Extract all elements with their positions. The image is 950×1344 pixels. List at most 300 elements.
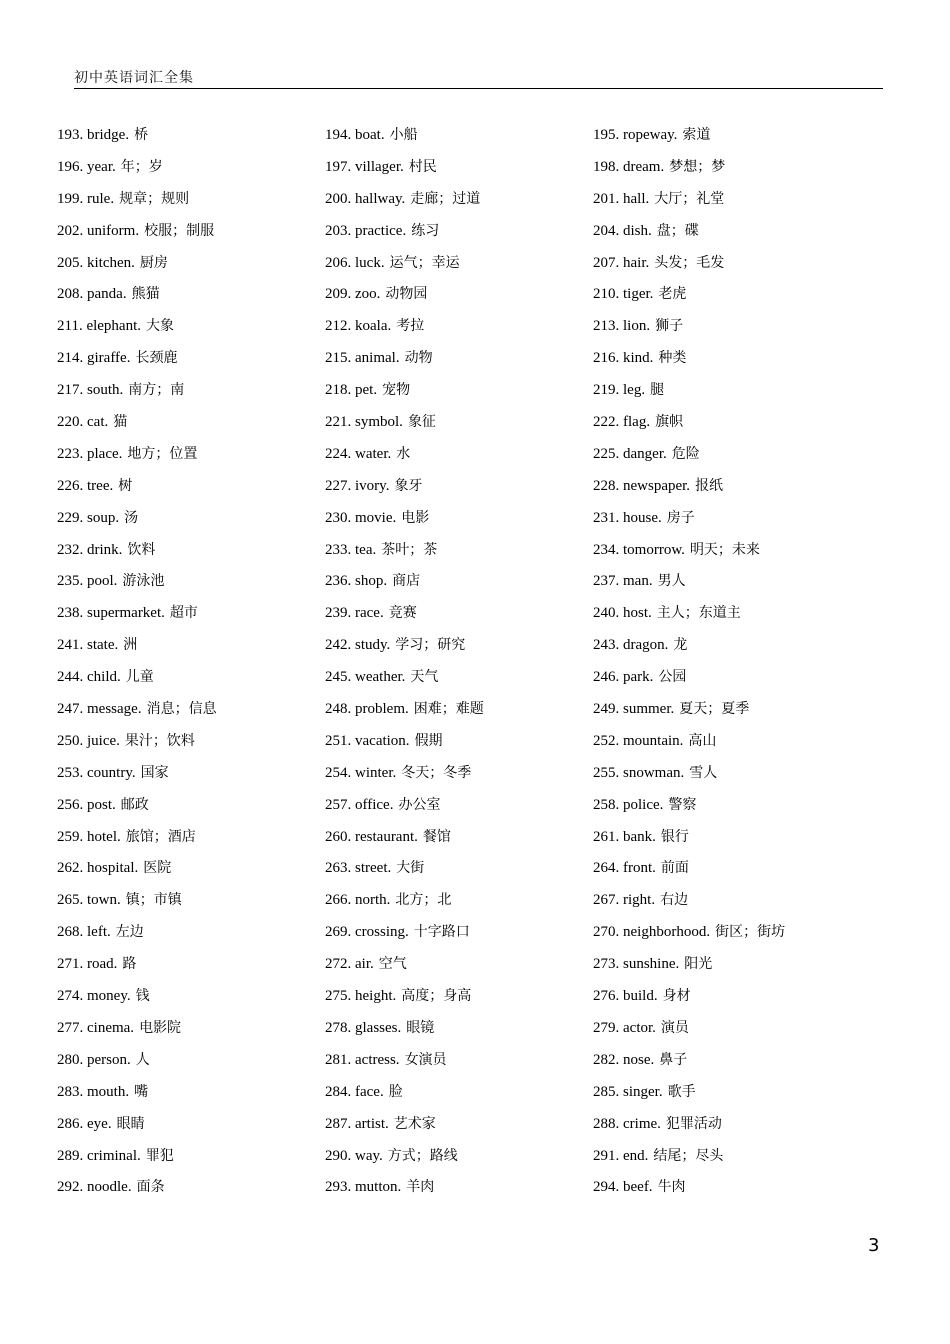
vocab-english: 261. bank. xyxy=(593,828,656,845)
vocab-chinese: 右边 xyxy=(660,892,689,909)
vocab-english: 244. child. xyxy=(57,669,121,686)
vocab-entry xyxy=(57,1013,325,1045)
vocab-chinese: 儿童 xyxy=(125,669,154,686)
vocab-english: 265. town. xyxy=(57,892,121,909)
vocab-chinese: 动物 xyxy=(404,350,433,367)
vocab-chinese: 汤 xyxy=(124,509,139,526)
vocab-english: 228. newspaper. xyxy=(593,477,691,494)
vocab-entry xyxy=(593,1077,877,1109)
vocab-entry xyxy=(593,343,877,375)
vocab-chinese: 罪犯 xyxy=(145,1147,174,1164)
vocab-english: 247. message. xyxy=(57,701,142,718)
vocab-entry xyxy=(57,407,325,439)
vocab-english: 262. hospital. xyxy=(57,860,139,877)
vocab-entry xyxy=(593,917,877,949)
vocab-english: 278. glasses. xyxy=(325,1019,402,1036)
vocab-chinese: 冬天；冬季 xyxy=(401,764,472,781)
vocab-chinese: 象征 xyxy=(407,414,436,431)
vocab-english: 193. bridge. xyxy=(57,127,130,143)
vocab-english: 207. hair. xyxy=(593,254,650,271)
vocab-chinese: 果汁；饮料 xyxy=(124,732,195,749)
vocab-entry xyxy=(57,279,325,311)
vocab-chinese: 国家 xyxy=(140,764,169,781)
vocab-english: 242. study. xyxy=(325,637,391,654)
vocab-entry xyxy=(593,120,877,152)
vocab-english: 291. end. xyxy=(593,1147,649,1164)
vocab-english: 196. year. xyxy=(57,158,116,175)
vocab-entry xyxy=(57,662,325,694)
vocab-english: 268. left. xyxy=(57,924,111,941)
vocab-entry xyxy=(57,917,325,949)
vocab-chinese: 狮子 xyxy=(655,318,684,335)
vocab-chinese: 雪人 xyxy=(689,764,718,781)
vocab-english: 223. place. xyxy=(57,445,123,462)
vocab-english: 269. crossing. xyxy=(325,924,409,941)
vocab-english: 236. shop. xyxy=(325,573,388,590)
vocab-english: 293. mutton. xyxy=(325,1179,402,1196)
vocab-entry xyxy=(593,439,877,471)
vocab-entry xyxy=(593,471,877,503)
vocab-entry xyxy=(325,407,593,439)
vocab-english: 224. water. xyxy=(325,445,392,462)
vocab-entry xyxy=(325,471,593,503)
vocab-chinese: 厨房 xyxy=(139,254,168,271)
vocab-entry xyxy=(57,758,325,790)
vocab-entry xyxy=(57,726,325,758)
vocab-english: 238. supermarket. xyxy=(57,605,165,622)
vocab-english: 249. summer. xyxy=(593,701,675,718)
vocab-entry xyxy=(325,726,593,758)
vocab-chinese: 腿 xyxy=(650,382,665,399)
vocab-english: 248. problem. xyxy=(325,701,409,718)
vocab-english: 199. rule. xyxy=(57,190,115,207)
vocab-entry xyxy=(57,598,325,630)
vocab-chinese: 身材 xyxy=(662,988,691,1005)
vocab-english: 266. north. xyxy=(325,892,391,909)
vocab-entry xyxy=(325,343,593,375)
vocab-english: 211. elephant. xyxy=(57,318,142,335)
vocab-chinese: 危险 xyxy=(671,445,700,462)
vocab-entry xyxy=(57,885,325,917)
vocab-english: 229. soup. xyxy=(57,509,120,526)
vocab-entry xyxy=(57,822,325,854)
vocab-chinese: 警察 xyxy=(668,796,697,813)
vocab-entry xyxy=(325,981,593,1013)
vocab-entry xyxy=(593,758,877,790)
vocab-english: 271. road. xyxy=(57,956,118,973)
vocab-chinese: 十字路口 xyxy=(413,924,470,941)
vocab-english: 264. front. xyxy=(593,860,656,877)
vocab-chinese: 水 xyxy=(396,445,411,462)
vocab-chinese: 北方；北 xyxy=(395,892,452,909)
vocab-english: 227. ivory. xyxy=(325,477,390,494)
vocab-chinese: 龙 xyxy=(673,637,688,654)
vocab-english: 195. ropeway. xyxy=(593,127,678,143)
vocab-english: 218. pet. xyxy=(325,382,378,399)
vocab-entry xyxy=(57,853,325,885)
vocab-entry xyxy=(325,120,593,152)
vocab-chinese: 牛肉 xyxy=(657,1179,686,1196)
vocab-chinese: 假期 xyxy=(414,732,443,749)
vocab-entry xyxy=(325,917,593,949)
vocab-chinese: 犯罪活动 xyxy=(665,1115,722,1132)
vocab-chinese: 南方；南 xyxy=(128,382,185,399)
vocab-chinese: 电影院 xyxy=(139,1019,182,1036)
vocab-english: 259. hotel. xyxy=(57,828,121,845)
vocab-chinese: 象牙 xyxy=(394,477,423,494)
vocab-chinese: 阳光 xyxy=(684,956,713,973)
vocab-chinese: 邮政 xyxy=(120,796,149,813)
vocab-chinese: 演员 xyxy=(660,1019,689,1036)
vocab-entry xyxy=(57,375,325,407)
vocab-english: 282. nose. xyxy=(593,1051,655,1068)
vocab-chinese: 校服；制服 xyxy=(144,222,215,239)
vocab-chinese: 种类 xyxy=(658,350,687,367)
vocab-entry xyxy=(593,1045,877,1077)
vocab-english: 290. way. xyxy=(325,1147,383,1164)
vocab-english: 276. build. xyxy=(593,988,658,1005)
vocab-chinese: 高度；身高 xyxy=(401,988,472,1005)
vocab-entry xyxy=(593,407,877,439)
vocab-english: 235. pool. xyxy=(57,573,118,590)
vocab-entry xyxy=(593,503,877,535)
vocab-chinese: 旗帜 xyxy=(655,414,684,431)
vocab-english: 217. south. xyxy=(57,382,124,399)
vocab-entry xyxy=(593,981,877,1013)
page-header: 初中英语词汇全集 xyxy=(74,68,883,89)
vocab-english: 246. park. xyxy=(593,669,654,686)
vocab-english: 292. noodle. xyxy=(57,1179,132,1196)
vocab-entry xyxy=(57,248,325,280)
vocab-chinese: 旅馆；酒店 xyxy=(125,828,196,845)
vocab-entry xyxy=(325,1013,593,1045)
vocab-english: 294. beef. xyxy=(593,1179,653,1196)
vocab-chinese: 桥 xyxy=(134,127,149,143)
vocab-english: 213. lion. xyxy=(593,318,651,335)
vocab-english: 233. tea. xyxy=(325,541,377,558)
vocab-entry xyxy=(325,184,593,216)
vocab-english: 240. host. xyxy=(593,605,652,622)
vocab-chinese: 规章；规则 xyxy=(119,190,190,207)
vocab-english: 251. vacation. xyxy=(325,732,410,749)
vocab-entry xyxy=(325,535,593,567)
page-number: 3 xyxy=(868,1235,880,1256)
vocab-entry xyxy=(593,184,877,216)
vocab-english: 232. drink. xyxy=(57,541,123,558)
vocab-chinese: 运气；幸运 xyxy=(389,254,460,271)
vocab-entry xyxy=(325,1077,593,1109)
vocab-english: 270. neighborhood. xyxy=(593,924,711,941)
vocab-chinese: 超市 xyxy=(169,605,198,622)
vocab-entry xyxy=(593,630,877,662)
vocab-chinese: 学习；研究 xyxy=(395,637,466,654)
vocab-chinese: 年；岁 xyxy=(120,158,163,175)
vocab-entry xyxy=(57,694,325,726)
vocab-entry xyxy=(593,662,877,694)
vocab-english: 254. winter. xyxy=(325,764,397,781)
vocab-entry xyxy=(325,279,593,311)
vocab-chinese: 镇；市镇 xyxy=(125,892,182,909)
vocab-chinese: 茶叶；茶 xyxy=(381,541,438,558)
vocab-chinese: 左边 xyxy=(115,924,144,941)
vocab-english: 285. singer. xyxy=(593,1083,663,1100)
vocab-entry xyxy=(57,439,325,471)
vocab-chinese: 鼻子 xyxy=(659,1051,688,1068)
vocab-english: 212. koala. xyxy=(325,318,392,335)
vocab-chinese: 头发；毛发 xyxy=(654,254,725,271)
vocab-chinese: 街区；街坊 xyxy=(715,924,786,941)
vocab-english: 288. crime. xyxy=(593,1115,661,1132)
vocab-chinese: 羊肉 xyxy=(406,1179,435,1196)
vocab-entry xyxy=(325,822,593,854)
vocab-chinese: 高山 xyxy=(688,732,717,749)
vocab-english: 194. boat. xyxy=(325,127,385,143)
vocab-chinese: 树 xyxy=(118,477,133,494)
vocab-chinese: 面条 xyxy=(136,1179,165,1196)
vocab-english: 234. tomorrow. xyxy=(593,541,685,558)
vocab-english: 245. weather. xyxy=(325,669,406,686)
vocab-chinese: 眼镜 xyxy=(406,1019,435,1036)
vocab-entry xyxy=(325,375,593,407)
vocab-chinese: 天气 xyxy=(410,669,439,686)
vocab-chinese: 结尾；尽头 xyxy=(653,1147,724,1164)
vocab-entry xyxy=(325,311,593,343)
vocab-chinese: 公园 xyxy=(658,669,687,686)
vocab-chinese: 动物园 xyxy=(385,286,428,303)
vocab-english: 200. hallway. xyxy=(325,190,406,207)
vocabulary-list xyxy=(57,120,877,1204)
vocab-chinese: 艺术家 xyxy=(393,1115,436,1132)
vocab-entry xyxy=(325,439,593,471)
vocab-english: 286. eye. xyxy=(57,1115,112,1132)
vocab-english: 215. animal. xyxy=(325,350,400,367)
vocab-english: 253. country. xyxy=(57,764,136,781)
vocab-english: 220. cat. xyxy=(57,414,109,431)
vocab-english: 210. tiger. xyxy=(593,286,654,303)
vocab-english: 201. hall. xyxy=(593,190,650,207)
vocab-english: 272. air. xyxy=(325,956,374,973)
vocab-chinese: 人 xyxy=(135,1051,150,1068)
vocab-english: 243. dragon. xyxy=(593,637,669,654)
vocab-chinese: 考拉 xyxy=(396,318,425,335)
vocab-english: 252. mountain. xyxy=(593,732,684,749)
vocab-entry xyxy=(325,566,593,598)
vocab-entry xyxy=(593,375,877,407)
vocab-english: 281. actress. xyxy=(325,1051,400,1068)
vocab-entry xyxy=(593,1109,877,1141)
vocab-english: 216. kind. xyxy=(593,350,654,367)
vocab-chinese: 明天；未来 xyxy=(689,541,760,558)
vocab-entry xyxy=(593,1172,877,1204)
vocab-chinese: 竞赛 xyxy=(388,605,417,622)
vocab-entry xyxy=(325,503,593,535)
vocab-entry xyxy=(57,630,325,662)
vocab-entry xyxy=(57,1109,325,1141)
vocab-entry xyxy=(593,822,877,854)
vocab-english: 279. actor. xyxy=(593,1019,656,1036)
vocab-chinese: 老虎 xyxy=(658,286,687,303)
vocab-chinese: 眼睛 xyxy=(116,1115,145,1132)
vocab-english: 225. danger. xyxy=(593,445,667,462)
vocab-entry xyxy=(325,1109,593,1141)
vocab-chinese: 报纸 xyxy=(695,477,724,494)
vocab-entry xyxy=(57,949,325,981)
vocab-chinese: 盘；碟 xyxy=(656,222,699,239)
vocab-entry xyxy=(57,503,325,535)
vocab-chinese: 饮料 xyxy=(127,541,156,558)
vocab-chinese: 医院 xyxy=(143,860,172,877)
vocab-chinese: 路 xyxy=(122,956,137,973)
vocab-entry xyxy=(593,726,877,758)
vocab-chinese: 梦想；梦 xyxy=(669,158,726,175)
vocab-entry xyxy=(57,535,325,567)
vocab-entry xyxy=(325,949,593,981)
vocab-entry xyxy=(57,152,325,184)
vocab-entry xyxy=(325,694,593,726)
vocab-chinese: 地方；位置 xyxy=(127,445,198,462)
vocab-entry xyxy=(593,311,877,343)
vocab-english: 257. office. xyxy=(325,796,394,813)
vocab-chinese: 餐馆 xyxy=(422,828,451,845)
vocab-chinese: 洲 xyxy=(123,637,138,654)
vocab-entry xyxy=(325,1172,593,1204)
vocab-english: 239. race. xyxy=(325,605,384,622)
vocab-entry xyxy=(593,566,877,598)
vocab-english: 287. artist. xyxy=(325,1115,389,1132)
vocab-english: 280. person. xyxy=(57,1051,131,1068)
vocab-entry xyxy=(57,981,325,1013)
vocab-entry xyxy=(57,1045,325,1077)
vocab-chinese: 猫 xyxy=(113,414,128,431)
vocab-english: 221. symbol. xyxy=(325,414,403,431)
vocab-english: 289. criminal. xyxy=(57,1147,141,1164)
vocab-entry xyxy=(593,535,877,567)
vocab-entry xyxy=(593,853,877,885)
vocab-chinese: 银行 xyxy=(660,828,689,845)
vocab-entry xyxy=(57,1172,325,1204)
vocab-entry xyxy=(325,216,593,248)
vocab-english: 197. villager. xyxy=(325,158,404,175)
vocab-chinese: 歌手 xyxy=(667,1083,696,1100)
vocab-chinese: 房子 xyxy=(666,509,695,526)
vocab-english: 283. mouth. xyxy=(57,1083,130,1100)
vocab-chinese: 夏天；夏季 xyxy=(679,701,750,718)
vocab-entry xyxy=(593,1013,877,1045)
vocab-entry xyxy=(57,311,325,343)
vocab-entry xyxy=(593,694,877,726)
vocab-chinese: 大街 xyxy=(396,860,425,877)
vocab-entry xyxy=(57,566,325,598)
vocab-chinese: 长颈鹿 xyxy=(135,350,178,367)
vocab-entry xyxy=(593,248,877,280)
vocab-entry xyxy=(325,630,593,662)
vocab-entry xyxy=(593,949,877,981)
vocab-english: 256. post. xyxy=(57,796,116,813)
vocab-entry xyxy=(57,120,325,152)
vocab-english: 258. police. xyxy=(593,796,664,813)
vocab-chinese: 电影 xyxy=(401,509,430,526)
vocab-chinese: 村民 xyxy=(408,158,437,175)
vocab-english: 231. house. xyxy=(593,509,662,526)
vocab-entry xyxy=(325,152,593,184)
vocab-entry xyxy=(57,471,325,503)
vocab-english: 219. leg. xyxy=(593,382,646,399)
vocab-chinese: 消息；信息 xyxy=(146,701,217,718)
vocab-entry xyxy=(57,1141,325,1173)
vocab-chinese: 钱 xyxy=(135,988,150,1005)
vocab-entry xyxy=(325,598,593,630)
vocab-chinese: 主人；东道主 xyxy=(656,605,741,622)
vocab-chinese: 索道 xyxy=(682,127,711,143)
vocab-english: 260. restaurant. xyxy=(325,828,418,845)
vocab-english: 204. dish. xyxy=(593,222,652,239)
vocab-entry xyxy=(325,1045,593,1077)
vocab-entry xyxy=(593,1141,877,1173)
vocab-chinese: 大厅；礼堂 xyxy=(654,190,725,207)
vocab-entry xyxy=(593,598,877,630)
vocab-english: 222. flag. xyxy=(593,414,651,431)
vocab-chinese: 男人 xyxy=(657,573,686,590)
vocab-chinese: 空气 xyxy=(378,956,407,973)
vocab-chinese: 宠物 xyxy=(382,382,411,399)
vocab-english: 203. practice. xyxy=(325,222,407,239)
vocab-entry xyxy=(593,152,877,184)
vocab-entry xyxy=(593,216,877,248)
vocab-entry xyxy=(593,790,877,822)
vocab-english: 214. giraffe. xyxy=(57,350,131,367)
vocab-english: 275. height. xyxy=(325,988,397,1005)
vocab-chinese: 小船 xyxy=(389,127,418,143)
vocab-entry xyxy=(57,790,325,822)
vocab-entry xyxy=(57,216,325,248)
vocab-english: 202. uniform. xyxy=(57,222,140,239)
vocab-chinese: 方式；路线 xyxy=(387,1147,458,1164)
vocab-english: 209. zoo. xyxy=(325,286,381,303)
vocab-english: 284. face. xyxy=(325,1083,384,1100)
vocab-chinese: 困难；难题 xyxy=(413,701,484,718)
vocab-english: 267. right. xyxy=(593,892,656,909)
vocab-chinese: 前面 xyxy=(660,860,689,877)
vocab-entry xyxy=(593,885,877,917)
vocab-entry xyxy=(325,662,593,694)
vocab-english: 205. kitchen. xyxy=(57,254,135,271)
vocab-entry xyxy=(325,248,593,280)
vocab-entry xyxy=(57,1077,325,1109)
vocab-english: 241. state. xyxy=(57,637,119,654)
vocab-english: 208. panda. xyxy=(57,286,127,303)
vocab-chinese: 熊猫 xyxy=(131,286,160,303)
vocab-chinese: 游泳池 xyxy=(122,573,165,590)
vocab-english: 255. snowman. xyxy=(593,764,685,781)
vocab-english: 273. sunshine. xyxy=(593,956,680,973)
vocab-english: 274. money. xyxy=(57,988,131,1005)
vocab-entry xyxy=(57,343,325,375)
vocab-chinese: 办公室 xyxy=(398,796,441,813)
vocab-entry xyxy=(593,279,877,311)
vocab-chinese: 大象 xyxy=(146,318,175,335)
vocab-entry xyxy=(325,790,593,822)
vocab-entry xyxy=(57,184,325,216)
vocab-english: 250. juice. xyxy=(57,732,120,749)
vocab-english: 277. cinema. xyxy=(57,1019,135,1036)
vocab-english: 237. man. xyxy=(593,573,653,590)
vocab-english: 263. street. xyxy=(325,860,392,877)
vocab-chinese: 脸 xyxy=(388,1083,403,1100)
vocab-chinese: 练习 xyxy=(411,222,440,239)
vocab-english: 198. dream. xyxy=(593,158,665,175)
vocab-english: 206. luck. xyxy=(325,254,385,271)
vocab-entry xyxy=(325,1141,593,1173)
